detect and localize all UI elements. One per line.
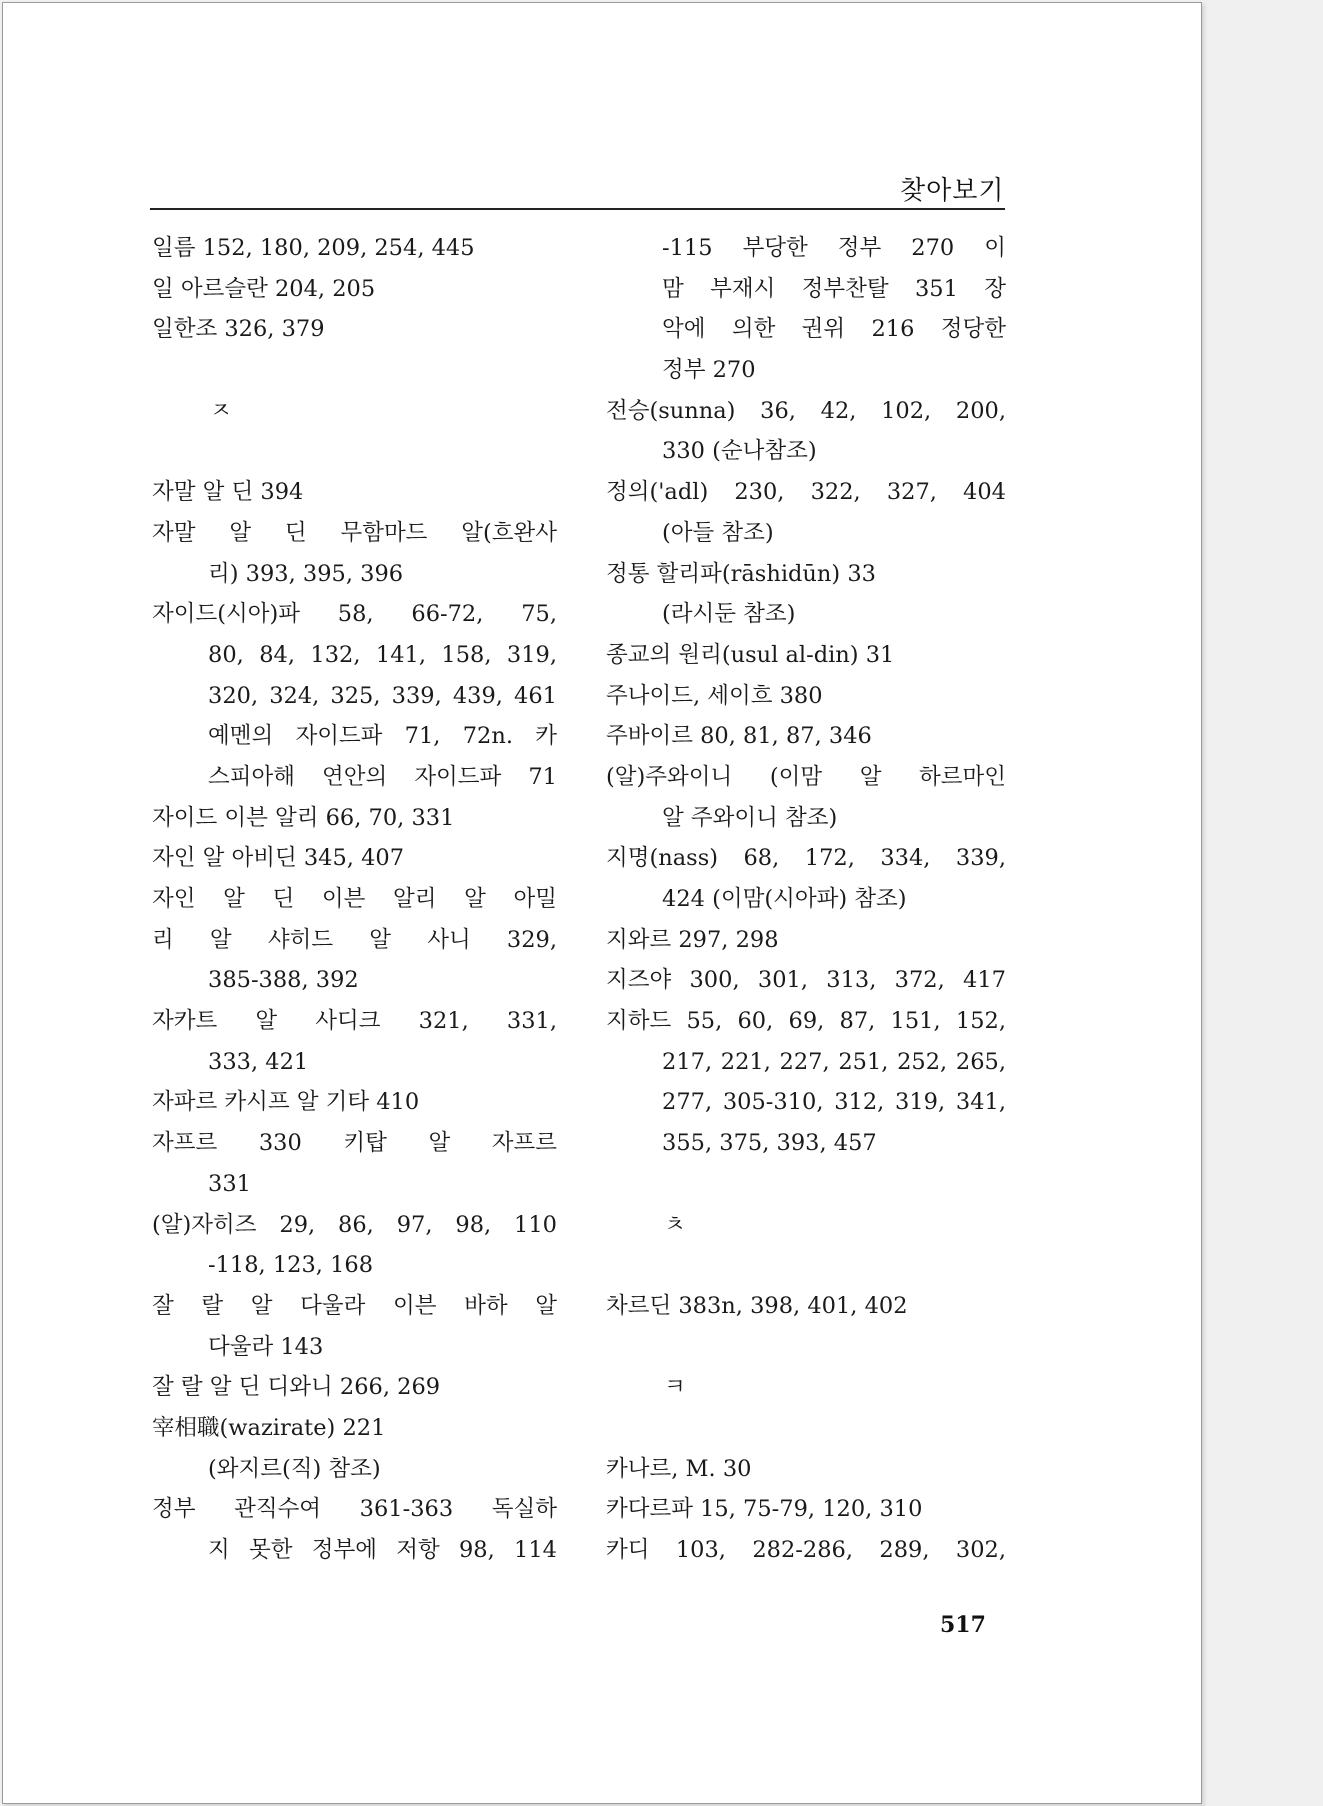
left-index-line: 자인 알 딘 이븐 알리 알 아밀: [152, 886, 557, 912]
left-index-line: 스피아해 연안의 자이드파 71: [208, 763, 557, 790]
left-index-line: 다울라 143: [208, 1333, 324, 1360]
right-index-line: 주나이드, 세이흐 380: [606, 682, 823, 709]
left-index-line: 예멘의 자이드파 71, 72n. 카: [208, 723, 557, 750]
left-index-line: 자말 알 딘 무함마드 알(흐완사: [152, 519, 557, 546]
left-index-line: 정부 관직수여 361-363 독실하: [152, 1496, 557, 1523]
left-index-line: (와지르(직) 참조): [208, 1455, 381, 1482]
right-index-line: 카디 103, 282-286, 289, 302,: [606, 1537, 1006, 1563]
right-index-line: 전승(sunna) 36, 42, 102, 200,: [606, 397, 1006, 424]
index-column-left: [152, 228, 557, 1571]
right-index-line: 정부 270: [662, 357, 756, 384]
right-index-line: 지즈야 300, 301, 313, 372, 417: [606, 967, 1006, 994]
left-index-line: 宰相職(wazirate) 221: [152, 1414, 386, 1441]
left-index-line: 일 아르슬란 204, 205: [152, 275, 376, 302]
right-index-line: 알 주와이니 참조): [662, 804, 838, 831]
right-index-line: 맘 부재시 정부찬탈 351 장: [662, 275, 1006, 302]
running-head: 찾아보기: [900, 176, 1005, 206]
left-index-line: 자이드(시아)파 58, 66-72, 75,: [152, 601, 557, 628]
right-index-line: (라시둔 참조): [662, 601, 796, 628]
left-spacer: [152, 431, 557, 472]
header-rule: [150, 208, 1005, 210]
right-index-line: 정통 할리파(rāshidūn) 33: [606, 560, 876, 587]
left-index-line: -118, 123, 168: [208, 1252, 374, 1279]
left-index-line: 자인 알 아비딘 345, 407: [152, 845, 405, 872]
left-index-line: 잘 랄 알 다울라 이븐 바하 알: [152, 1292, 557, 1319]
right-index-line: 424 (이맘(시아파) 참조): [662, 886, 907, 912]
right-index-line: 차르딘 383n, 398, 401, 402: [606, 1292, 908, 1319]
right-index-line: 카다르파 15, 75-79, 120, 310: [606, 1496, 923, 1523]
right-index-line: 악에 의한 권위 216 정당한: [662, 316, 1006, 343]
left-index-line: 일름 152, 180, 209, 254, 445: [152, 235, 475, 261]
right-spacer: [606, 1327, 1006, 1368]
viewer-background: [1204, 0, 1323, 1806]
right-index-line: 355, 375, 393, 457: [662, 1130, 877, 1157]
right-section-letter: ㅋ: [664, 1374, 686, 1401]
left-index-line: (알)자히즈 29, 86, 97, 98, 110: [152, 1211, 557, 1238]
left-index-line: 잘 랄 알 딘 디와니 266, 269: [152, 1374, 441, 1401]
right-spacer: [606, 1164, 1006, 1205]
right-spacer: [606, 1408, 1006, 1449]
right-index-line: 330 (순나참조): [662, 438, 817, 465]
left-index-line: 자말 알 딘 394: [152, 479, 304, 506]
left-index-line: 일한조 326, 379: [152, 316, 325, 343]
page-number: 517: [940, 1612, 986, 1638]
left-index-line: 331: [208, 1170, 251, 1197]
left-index-line: 지 못한 정부에 저항 98, 114: [208, 1537, 557, 1563]
left-index-line: 333, 421: [208, 1048, 309, 1075]
left-index-line: 자파르 카시프 알 기타 410: [152, 1089, 420, 1116]
right-index-line: 카나르, M. 30: [606, 1455, 752, 1482]
left-index-line: 320, 324, 325, 339, 439, 461: [208, 682, 557, 709]
left-index-line: 자이드 이븐 알리 66, 70, 331: [152, 804, 455, 831]
left-index-line: 자카트 알 사디크 321, 331,: [152, 1008, 557, 1035]
left-index-line: 리) 393, 395, 396: [208, 560, 404, 587]
right-section-letter: ㅊ: [664, 1211, 686, 1238]
right-index-line: 정의('adl) 230, 322, 327, 404: [606, 479, 1006, 506]
left-index-line: 385-388, 392: [208, 967, 359, 994]
right-index-line: 277, 305-310, 312, 319, 341,: [662, 1089, 1006, 1116]
right-index-line: 지와르 297, 298: [606, 926, 779, 953]
left-index-line: 리 알 샤히드 알 사니 329,: [152, 926, 557, 953]
right-spacer: [606, 1245, 1006, 1286]
right-index-line: (아들 참조): [662, 519, 774, 546]
left-spacer: [152, 350, 557, 391]
left-index-line: 자프르 330 키탑 알 자프르: [152, 1130, 557, 1157]
right-index-line: -115 부당한 정부 270 이: [662, 235, 1006, 261]
right-index-line: (알)주와이니 (이맘 알 하르마인: [606, 763, 1006, 790]
right-index-line: 주바이르 80, 81, 87, 346: [606, 723, 872, 750]
left-section-letter: ㅈ: [210, 397, 232, 424]
right-index-line: 지하드 55, 60, 69, 87, 151, 152,: [606, 1008, 1006, 1035]
right-index-line: 지명(nass) 68, 172, 334, 339,: [606, 845, 1006, 872]
right-index-line: 217, 221, 227, 251, 252, 265,: [662, 1048, 1006, 1075]
right-index-line: 종교의 원리(usul al-din) 31: [606, 641, 895, 668]
index-column-right: [606, 228, 1006, 1571]
left-index-line: 80, 84, 132, 141, 158, 319,: [208, 641, 557, 668]
